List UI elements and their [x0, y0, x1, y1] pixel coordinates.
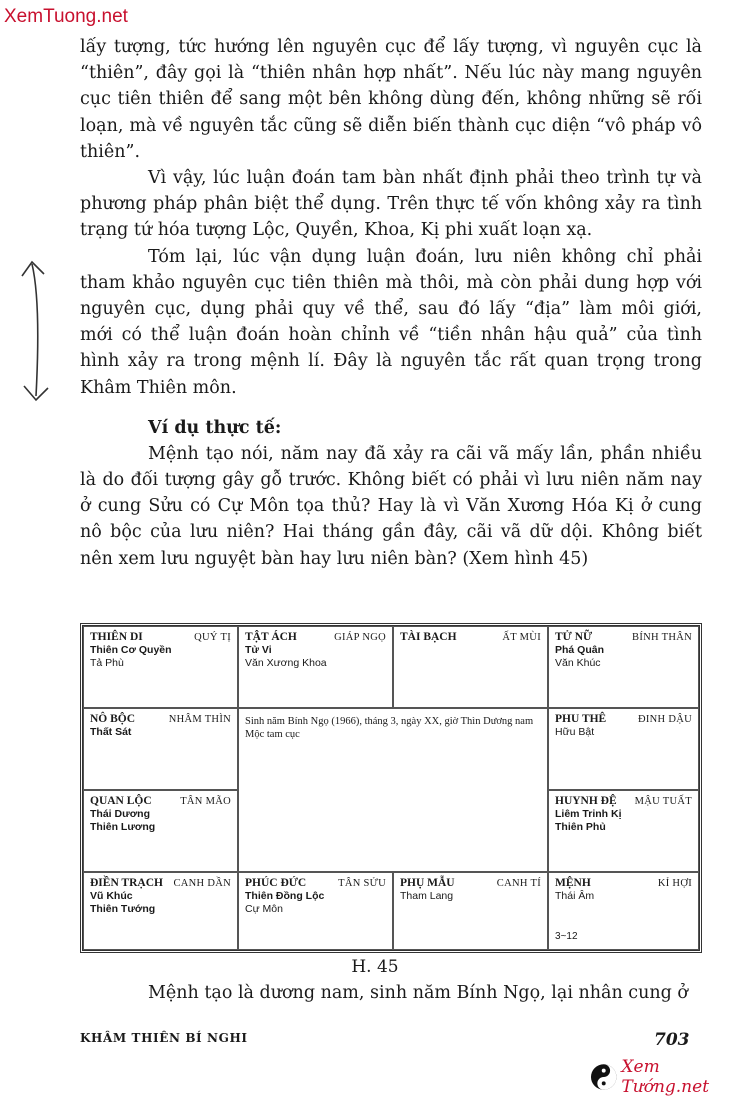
palace-cell — [393, 872, 548, 950]
palace-name: NÔ BỘC — [90, 713, 136, 725]
text-line: “thiên”, đây gọi là “thiên nhân hợp nhất”. Nếu lúc này mang nguyên — [80, 63, 702, 84]
star-label: Thất Sát — [90, 726, 132, 738]
paragraph-1 — [80, 34, 702, 165]
palace-name: ĐIỀN TRẠCH — [90, 877, 163, 889]
age-range-note: 3~12 — [555, 931, 578, 942]
text-line: nguyên cục, dụng phải quy về thể, sau đó lấy “địa” làm môi giới, — [80, 299, 702, 320]
text-line: ở cung Sửu có Cự Môn tọa thủ? Hay là vì Văn Xương Hóa Kị ở cung — [80, 496, 702, 517]
text-line: thiên”. — [80, 141, 141, 162]
figure-caption: H. 45 — [351, 957, 399, 977]
text-line: hình xảy ra trong mệnh lí. Đây là nguyên tắc rất quan trọng trong — [80, 351, 702, 372]
star-label: Thiên Đồng Lộc — [245, 890, 325, 902]
palace-stem: ẤT MÙI — [502, 632, 541, 643]
palace-stem: BÍNH THÂN — [632, 632, 692, 643]
continuation-text: Mệnh tạo là dương nam, sinh năm Bính Ngọ, lại nhân cung ở — [148, 983, 688, 1003]
palace-cell-menh — [548, 872, 699, 950]
brand-text: Xem Tướng.net — [621, 1057, 710, 1097]
text-line: phương pháp phân biệt thể dụng. Trên thực tế vốn không xảy ra tình — [80, 194, 702, 215]
palace-name: MỆNH — [555, 877, 591, 889]
site-watermark: XemTuong.net — [4, 6, 128, 27]
palace-stem: QUÝ TỊ — [194, 632, 231, 643]
text-line: Tóm lại, lúc vận dụng luận đoán, lưu niên không chỉ phải — [148, 246, 702, 267]
star-label: Văn Xương Khoa — [245, 657, 327, 669]
palace-stem: KỈ HỢI — [657, 878, 692, 889]
palace-stem: MẬU TUẤT — [634, 796, 692, 807]
palace-name: TẬT ÁCH — [245, 631, 297, 643]
text-line: Mệnh tạo nói, năm nay đã xảy ra cãi vã mấy lần, phần nhiều — [148, 443, 702, 464]
text-line: cục tiên thiên để sang một bên không dùng đến, không những sẽ rối — [80, 89, 702, 110]
palace-cell — [238, 626, 393, 708]
text-line: là do đối tượng gây gỗ trước. Không biết có phải vì lưu niên năm nay — [80, 470, 702, 491]
brand-logo[interactable] — [590, 1057, 750, 1097]
palace-stem: TÂN MÃO — [180, 796, 231, 807]
star-label: Hữu Bật — [555, 726, 595, 738]
text-line: mới có thể luận đoán hoàn chỉnh về “tiền nhân hậu quả” của tình — [80, 325, 702, 346]
palace-cell — [83, 708, 238, 790]
palace-cell — [83, 872, 238, 950]
palace-name: PHÚC ĐỨC — [245, 877, 307, 889]
star-label: Tả Phù — [90, 657, 124, 669]
star-label: Thiên Lương — [90, 821, 156, 833]
text-line: tham khảo nguyên cục tiên thiên mà thôi, mà còn phải dung hợp với — [80, 272, 702, 293]
chart-center-info — [238, 708, 548, 872]
paragraph-2 — [80, 165, 702, 244]
star-label: Cự Môn — [245, 903, 283, 915]
palace-name: TỬ NỮ — [555, 631, 593, 643]
element-info: Mộc tam cục — [245, 729, 300, 740]
star-label: Tử Vi — [245, 644, 272, 656]
paragraph-3 — [80, 244, 702, 401]
star-label: Thiên Tướng — [90, 903, 156, 915]
page-body — [80, 34, 702, 572]
star-label: Thiên Phủ — [555, 821, 606, 833]
star-label: Thiên Cơ Quyền — [90, 644, 172, 656]
example-heading: Ví dụ thực tế: — [148, 417, 282, 438]
star-label: Vũ Khúc — [90, 890, 133, 902]
horoscope-chart — [80, 623, 702, 953]
palace-cell — [83, 626, 238, 708]
handwritten-bracket-mark — [10, 258, 60, 408]
palace-cell — [548, 626, 699, 708]
star-label: Liêm Trinh Kị — [555, 808, 622, 820]
palace-name: TÀI BẠCH — [400, 631, 457, 643]
palace-name: QUAN LỘC — [90, 795, 152, 807]
palace-name: THIÊN DI — [90, 631, 143, 643]
text-line: trạng tứ hóa tượng Lộc, Quyền, Khoa, Kị phi xuất loạn xạ. — [80, 220, 593, 241]
text-line: nô bộc của lưu niên? Hai tháng gần đây, cãi vã dữ dội. Không biết — [80, 522, 702, 543]
text-line: loạn, mà về nguyên tắc cũng sẽ diễn biến thành cục diện “vô pháp vô — [80, 115, 702, 136]
palace-stem: NHÂM THÌN — [168, 714, 231, 725]
palace-cell — [548, 708, 699, 790]
star-label: Tham Lang — [400, 890, 454, 902]
palace-cell — [238, 872, 393, 950]
text-line: nên xem lưu nguyệt bàn hay lưu niên bàn? (Xem hình 45) — [80, 548, 589, 569]
palace-stem: CANH TÍ — [496, 878, 541, 889]
page-number: 703 — [654, 1030, 690, 1050]
palace-stem: CANH DẦN — [173, 878, 231, 889]
palace-cell — [393, 626, 548, 708]
birth-info: Sinh năm Bính Ngọ (1966), tháng 3, ngày XX, giờ Thìn — [245, 716, 481, 727]
palace-name: HUYNH ĐỆ — [555, 795, 617, 807]
palace-stem: TÂN SỬU — [338, 878, 386, 889]
palace-cell — [548, 790, 699, 872]
star-label: Thái Âm — [555, 890, 595, 902]
palace-stem: ĐINH DẬU — [637, 714, 692, 725]
yin-yang-icon — [590, 1063, 617, 1091]
star-label: Văn Khúc — [555, 657, 601, 669]
palace-cell — [83, 790, 238, 872]
star-label: Thái Dương — [90, 808, 150, 820]
gender-info: Dương nam — [483, 716, 534, 727]
text-line: Vì vậy, lúc luận đoán tam bàn nhất định phải theo trình tự và — [148, 168, 702, 189]
star-label: Phá Quân — [555, 644, 605, 656]
palace-name: PHỤ MẪU — [400, 877, 455, 889]
text-line: Khâm Thiên môn. — [80, 377, 237, 398]
example-paragraph — [80, 441, 702, 572]
running-footer-title: KHÂM THIÊN BÍ NGHI — [80, 1031, 248, 1045]
palace-stem: GIÁP NGỌ — [334, 632, 386, 643]
text-line: lấy tượng, tức hướng lên nguyên cục để lấy tượng, vì nguyên cục là — [80, 37, 702, 57]
palace-name: PHU THÊ — [555, 713, 607, 725]
